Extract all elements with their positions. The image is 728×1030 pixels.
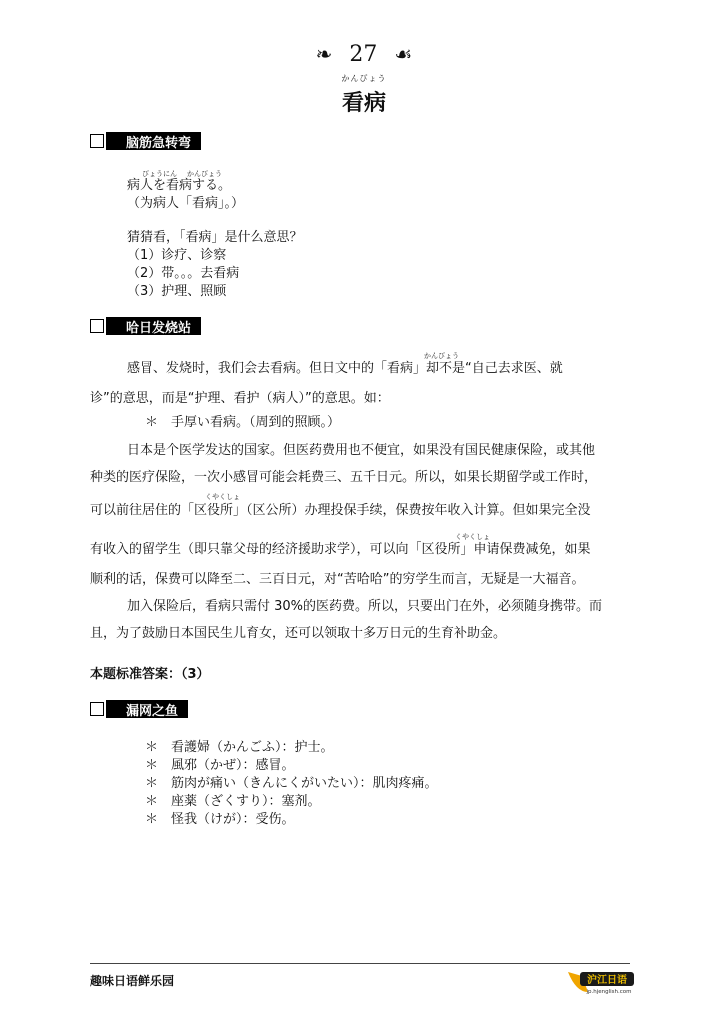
option-2: （2）带。。。去看病 [127, 266, 240, 281]
logo-text: 沪江日语 [587, 975, 627, 986]
footer-title: 趣味日语鲜乐园 [90, 974, 175, 988]
paragraph3-line2: 且，为了鼓励日本国民生儿育女，还可以领取十多万日元的生育补助金。 [90, 626, 507, 641]
title-ruby: かんびょう [341, 74, 387, 83]
sentence-japanese: 病人を看病する。 [127, 178, 232, 193]
section-header-label: 脑筋急转弯 [106, 132, 201, 150]
section-header-brain-teaser [90, 132, 201, 150]
ruby-kanbyou-2: かんびょう [424, 352, 459, 360]
paragraph2-line3: 可以前往居住的「区役所」（区公所）办理投保手续，保费按年收入计算。但如果完全没 [90, 503, 591, 518]
header-square-icon [90, 319, 104, 333]
ruby-byounin: びょうにん [142, 170, 177, 178]
section-header-label: 哈日发烧站 [106, 317, 201, 335]
paragraph2-line4: 有收入的留学生（即只靠父母的经济援助求学），可以向「区役所」申请保费减免，如果 [90, 542, 591, 557]
ruby-kuyakusho-2: くやくしょ [455, 533, 490, 541]
header-square-icon [90, 702, 104, 716]
lesson-number-line [0, 42, 728, 67]
logo-subtext: jp.hjenglish.com [586, 989, 632, 995]
option-3: （3）护理、照顾 [127, 284, 227, 299]
option-1: （1）诊疗、诊察 [127, 248, 227, 263]
paragraph1-line1: 感冒、发烧时，我们会去看病。但日文中的「看病」却不是“自己去求医、就 [127, 361, 563, 376]
vocab-item: ＊ 座薬（ざくすり）：塞剂。 [145, 794, 321, 809]
section-header-label: 漏网之鱼 [106, 700, 188, 718]
vocab-item: ＊ 風邪（かぜ）：感冒。 [145, 758, 295, 773]
header-square-icon [90, 134, 104, 148]
lesson-title: 看病 [341, 91, 386, 116]
paragraph2-line1: 日本是个医学发达的国家。但医药费用也不便宜，如果没有国民健康保险，或其他 [127, 443, 596, 458]
section-header-missed-fish [90, 700, 188, 718]
vocab-item: ＊ 怪我（けが）：受伤。 [145, 812, 295, 827]
lesson-number: 27 [349, 42, 378, 67]
paragraph2-line2: 种类的医疗保险，一次小感冒可能会耗费三、五千日元。所以，如果长期留学或工作时， [90, 470, 598, 485]
paragraph2-line5: 顺利的话，保费可以降至二、三百日元，对“苦哈哈”的穷学生而言，无疑是一大福音。 [90, 572, 585, 587]
section-header-hari-station [90, 317, 201, 335]
paragraph3-line1: 加入保险后，看病只需付 30%的医药费。所以，只要出门在外，必须随身携带。而 [127, 599, 603, 614]
ornament-left-icon: ❧ [315, 42, 333, 66]
ornament-right-icon: ☙ [394, 42, 413, 66]
question-text: 猜猜看，「看病」是什么意思？ [127, 230, 303, 245]
standard-answer: 本题标准答案：（3） [90, 667, 210, 682]
footer-divider [90, 963, 630, 964]
paragraph1-line2: 诊”的意思，而是“护理、看护（病人）”的意思。如： [90, 391, 390, 406]
hujiang-logo [566, 966, 636, 996]
ruby-kuyakusho-1: くやくしょ [205, 493, 240, 501]
sentence-translation: （为病人「看病」。） [127, 196, 245, 211]
ruby-kanbyou: かんびょう [187, 170, 222, 178]
vocab-item: ＊ 看護婦（かんごふ）：护士。 [145, 740, 334, 755]
example-line: ＊ 手厚い看病。（周到的照顾。） [145, 415, 341, 430]
hujiang-logo-icon [566, 966, 636, 996]
vocab-item: ＊ 筋肉が痛い（きんにくがいたい）：肌肉疼痛。 [145, 776, 438, 791]
